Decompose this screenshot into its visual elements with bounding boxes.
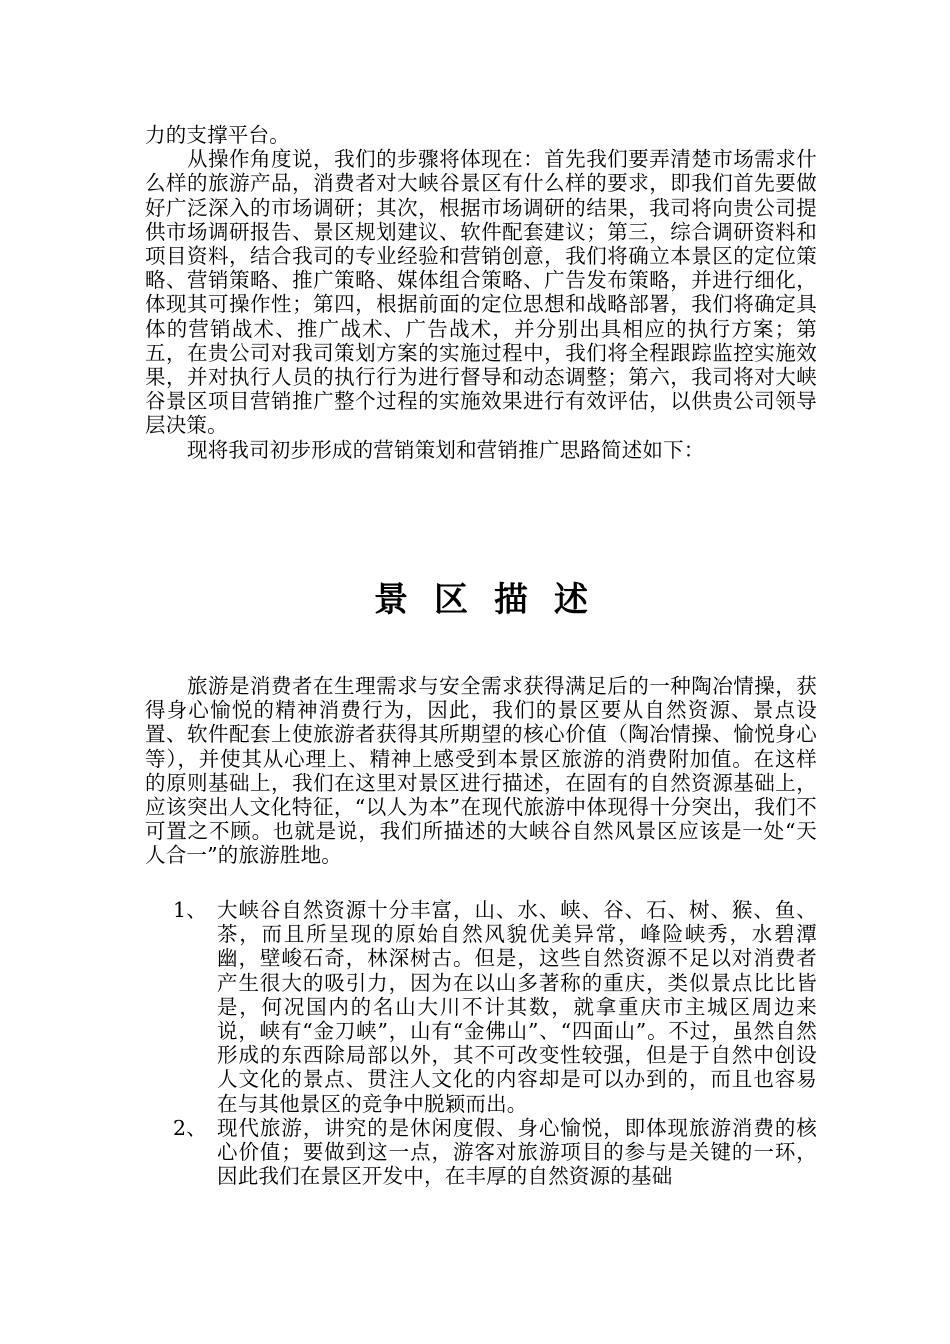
list-item bbox=[145, 898, 817, 1116]
section-description bbox=[145, 674, 817, 868]
list-item-text: 大峡谷自然资源十分丰富，山、水、峡、谷、石、树、猴、鱼、茶，而且所呈现的原始自然风貌优美异常，峰险峡秀，水碧潭幽，壁峻石奇，林深树古。但是，这些自然资源不足以对消费者产生很大的吸引力，因为在以山多著称的重庆，类似景点比比皆是，何况国内的名山大川不计其数，就拿重庆市主城区周边来说，峡有“金刀峡”，山有“金佛山”、“四面山”。不过，虽然自然形成的东西除局部以外，其不可改变性较强，但是于自然中创设人文化的景点、贯注人文化的内容却是可以办到的，而且也容易在与其他景区的竞争中脱颖而出。 bbox=[217, 898, 817, 1116]
intro-paragraph: 现将我司初步形成的营销策划和营销推广思路简述如下： bbox=[187, 437, 705, 462]
section-operations bbox=[145, 123, 817, 462]
list-item-text: 现代旅游，讲究的是休闲度假、身心愉悦，即体现旅游消费的核心价值；要做到这一点，游客对旅游项目的参与是关键的一环，因此我们在景区开发中，在丰厚的自然资源的基础 bbox=[217, 1115, 817, 1189]
list-item-number: 1、 bbox=[173, 898, 207, 922]
list-item bbox=[145, 1116, 817, 1189]
list-item-number: 2、 bbox=[173, 1115, 207, 1140]
continuation-line: 力的支撑平台。 bbox=[145, 123, 290, 147]
description-paragraph: 旅游是消费者在生理需求与安全需求获得满足后的一种陶冶情操，获得身心愉悦的精神消费行为，因此，我们的景区要从自然资源、景点设置、软件配套上使旅游者获得其所期望的核心价值（陶冶情操、愉悦身心等），并使其从心理上、精神上感受到本景区旅游的消费附加值。在这样的原则基础上，我们在这里对景区进行描述，在固有的自然资源基础上，应该突出人文化特征，“以人为本”在现代旅游中体现得十分突出，我们不可置之不顾。也就是说，我们所描述的大峡谷自然风景区应该是一处“天人合一”的旅游胜地。 bbox=[145, 674, 817, 868]
section-heading: 景区描述 bbox=[374, 580, 614, 620]
operations-paragraph: 从操作角度说，我们的步骤将体现在：首先我们要弄清楚市场需求什么样的旅游产品，消费者对大峡谷景区有什么样的要求，即我们首先要做好广泛深入的市场调研；其次，根据市场调研的结果，我司将向贵公司提供市场调研报告、景区规划建议、软件配套建议；第三，综合调研资料和项目资料，结合我司的专业经验和营销创意，我们将确立本景区的定位策略、营销策略、推广策略、媒体组合策略、广告发布策略，并进行细化，体现其可操作性；第四，根据前面的定位思想和战略部署，我们将确定具体的营销战术、推广战术、广告战术，并分别出具相应的执行方案；第五，在贵公司对我司策划方案的实施过程中，我们将全程跟踪监控实施效果，并对执行人员的执行行为进行督导和动态调整；第六，我司将对大峡谷景区项目营销推广整个过程的实施效果进行有效评估，以供贵公司领导层决策。 bbox=[145, 147, 817, 438]
numbered-list bbox=[145, 898, 817, 1188]
